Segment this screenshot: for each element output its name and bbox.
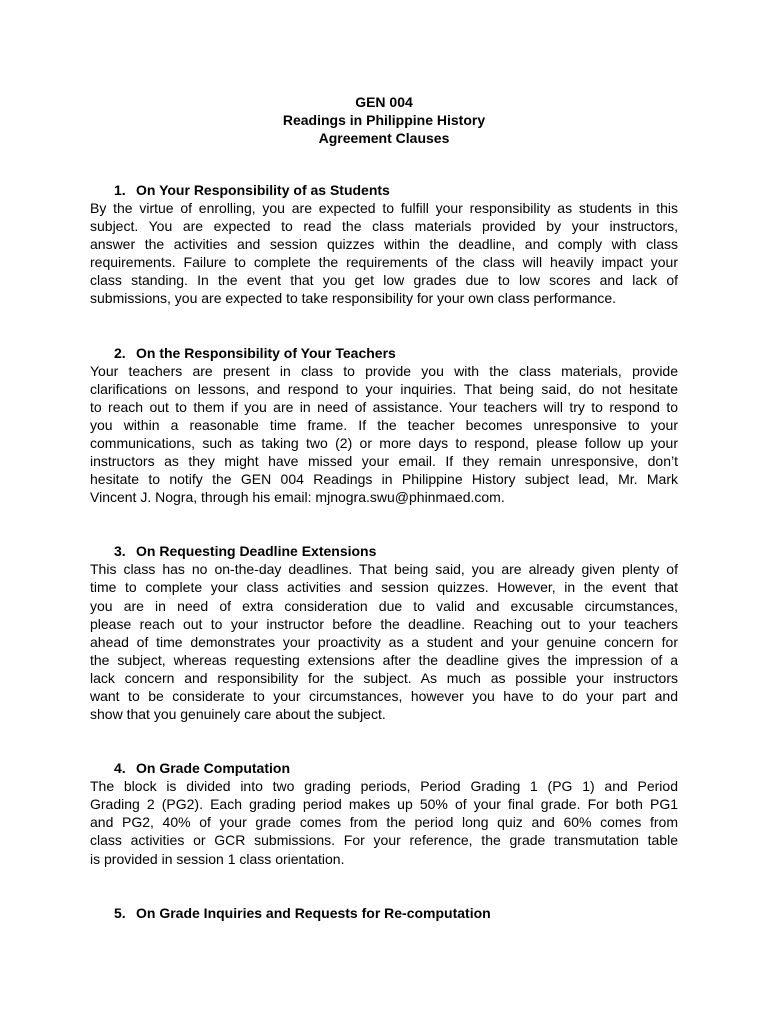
body-line: is provided in session 1 class orientation. (90, 850, 345, 867)
section-1 (90, 181, 678, 308)
section-body (90, 777, 678, 867)
body-line: Vincent J. Nogra, through his email: mjnogra.swu@phinmaed.com. (90, 489, 505, 506)
section-number: 2. (114, 344, 126, 361)
body-line: subject. You are expected to read the class materials provided by your instructors, (90, 218, 678, 235)
body-line: please reach out to your instructor before the deadline. Reaching out to your teachers (90, 615, 678, 632)
body-line: ahead of time demonstrates your proactivity as a student and your genuine concern for (90, 633, 678, 650)
sections-container (90, 181, 678, 922)
section-4 (90, 759, 678, 867)
section-heading (90, 904, 678, 922)
body-line: the subject, whereas requesting extensions after the deadline gives the impression of a (90, 651, 678, 668)
body-line: communications, such as taking two (2) or more days to respond, please follow up your (90, 434, 678, 451)
body-line: class standing. In the event that you get low grades due to low scores and lack of (90, 272, 678, 289)
body-line: to reach out to them if you are in need of assistance. Your teachers will try to respond to (90, 398, 678, 415)
section-2 (90, 344, 678, 507)
section-heading (90, 759, 678, 777)
section-heading (90, 181, 678, 199)
document-page (90, 93, 678, 922)
section-title: On the Responsibility of Your Teachers (136, 344, 396, 361)
section-number: 3. (114, 543, 126, 560)
section-body (90, 362, 678, 507)
body-line: Your teachers are present in class to provide you with the class materials, provide (90, 362, 678, 379)
course-code: GEN 004 (355, 94, 413, 110)
body-line: show that you genuinely care about the subject. (90, 706, 386, 723)
body-line: instructors as they might have missed your email. If they remain unresponsive, don’t (90, 453, 678, 470)
section-title: On Your Responsibility of as Students (136, 182, 390, 198)
body-line: The block is divided into two grading periods, Period Grading 1 (PG 1) and Period (90, 778, 678, 795)
section-heading (90, 344, 678, 362)
section-3 (90, 542, 678, 723)
body-line: requirements. Failure to complete the requirements of the class will heavily impact your (90, 254, 678, 271)
section-body (90, 560, 678, 723)
body-line: submissions, you are expected to take responsibility for your own class performance. (90, 290, 617, 307)
body-line: you are in need of extra consideration due to valid and excusable circumstances, (90, 597, 678, 614)
section-body (90, 199, 678, 308)
section-5 (90, 904, 678, 922)
body-line: lack concern and responsibility for the subject. As much as possible your instructors (90, 669, 678, 686)
body-line: hesitate to notify the GEN 004 Readings in Philippine History subject lead, Mr. Mark (90, 471, 678, 488)
section-number: 1. (114, 182, 126, 198)
section-title: On Grade Computation (136, 760, 290, 777)
document-title: Agreement Clauses (318, 130, 450, 146)
body-line: answer the activities and session quizzes within the deadline, and comply with class (90, 236, 678, 253)
document-header (90, 93, 678, 147)
body-line: class activities or GCR submissions. For your reference, the grade transmutation table (90, 832, 678, 849)
body-line: you within a reasonable time frame. If the teacher becomes unresponsive to your (90, 416, 678, 433)
course-title: Readings in Philippine History (282, 112, 486, 128)
body-line: This class has no on-the-day deadlines. That being said, you are already given plenty of (90, 561, 678, 578)
section-title: On Requesting Deadline Extensions (136, 543, 377, 560)
body-line: time to complete your class activities and session quizzes. However, in the event that (90, 579, 678, 596)
body-line: want to be considerate to your circumstances, however you have to do your part and (90, 687, 678, 704)
section-heading (90, 542, 678, 560)
body-line: Grading 2 (PG2). Each grading period makes up 50% of your final grade. For both PG1 (90, 796, 678, 813)
body-line: clarifications on lessons, and respond to your inquiries. That being said, do not hesitate (90, 380, 678, 397)
section-number: 4. (114, 760, 126, 777)
section-number: 5. (114, 904, 126, 921)
section-title: On Grade Inquiries and Requests for Re-computation (136, 904, 491, 921)
body-line: and PG2, 40% of your grade comes from the period long quiz and 60% comes from (90, 814, 678, 831)
body-line: By the virtue of enrolling, you are expected to fulfill your responsibility as students in this (90, 200, 678, 216)
